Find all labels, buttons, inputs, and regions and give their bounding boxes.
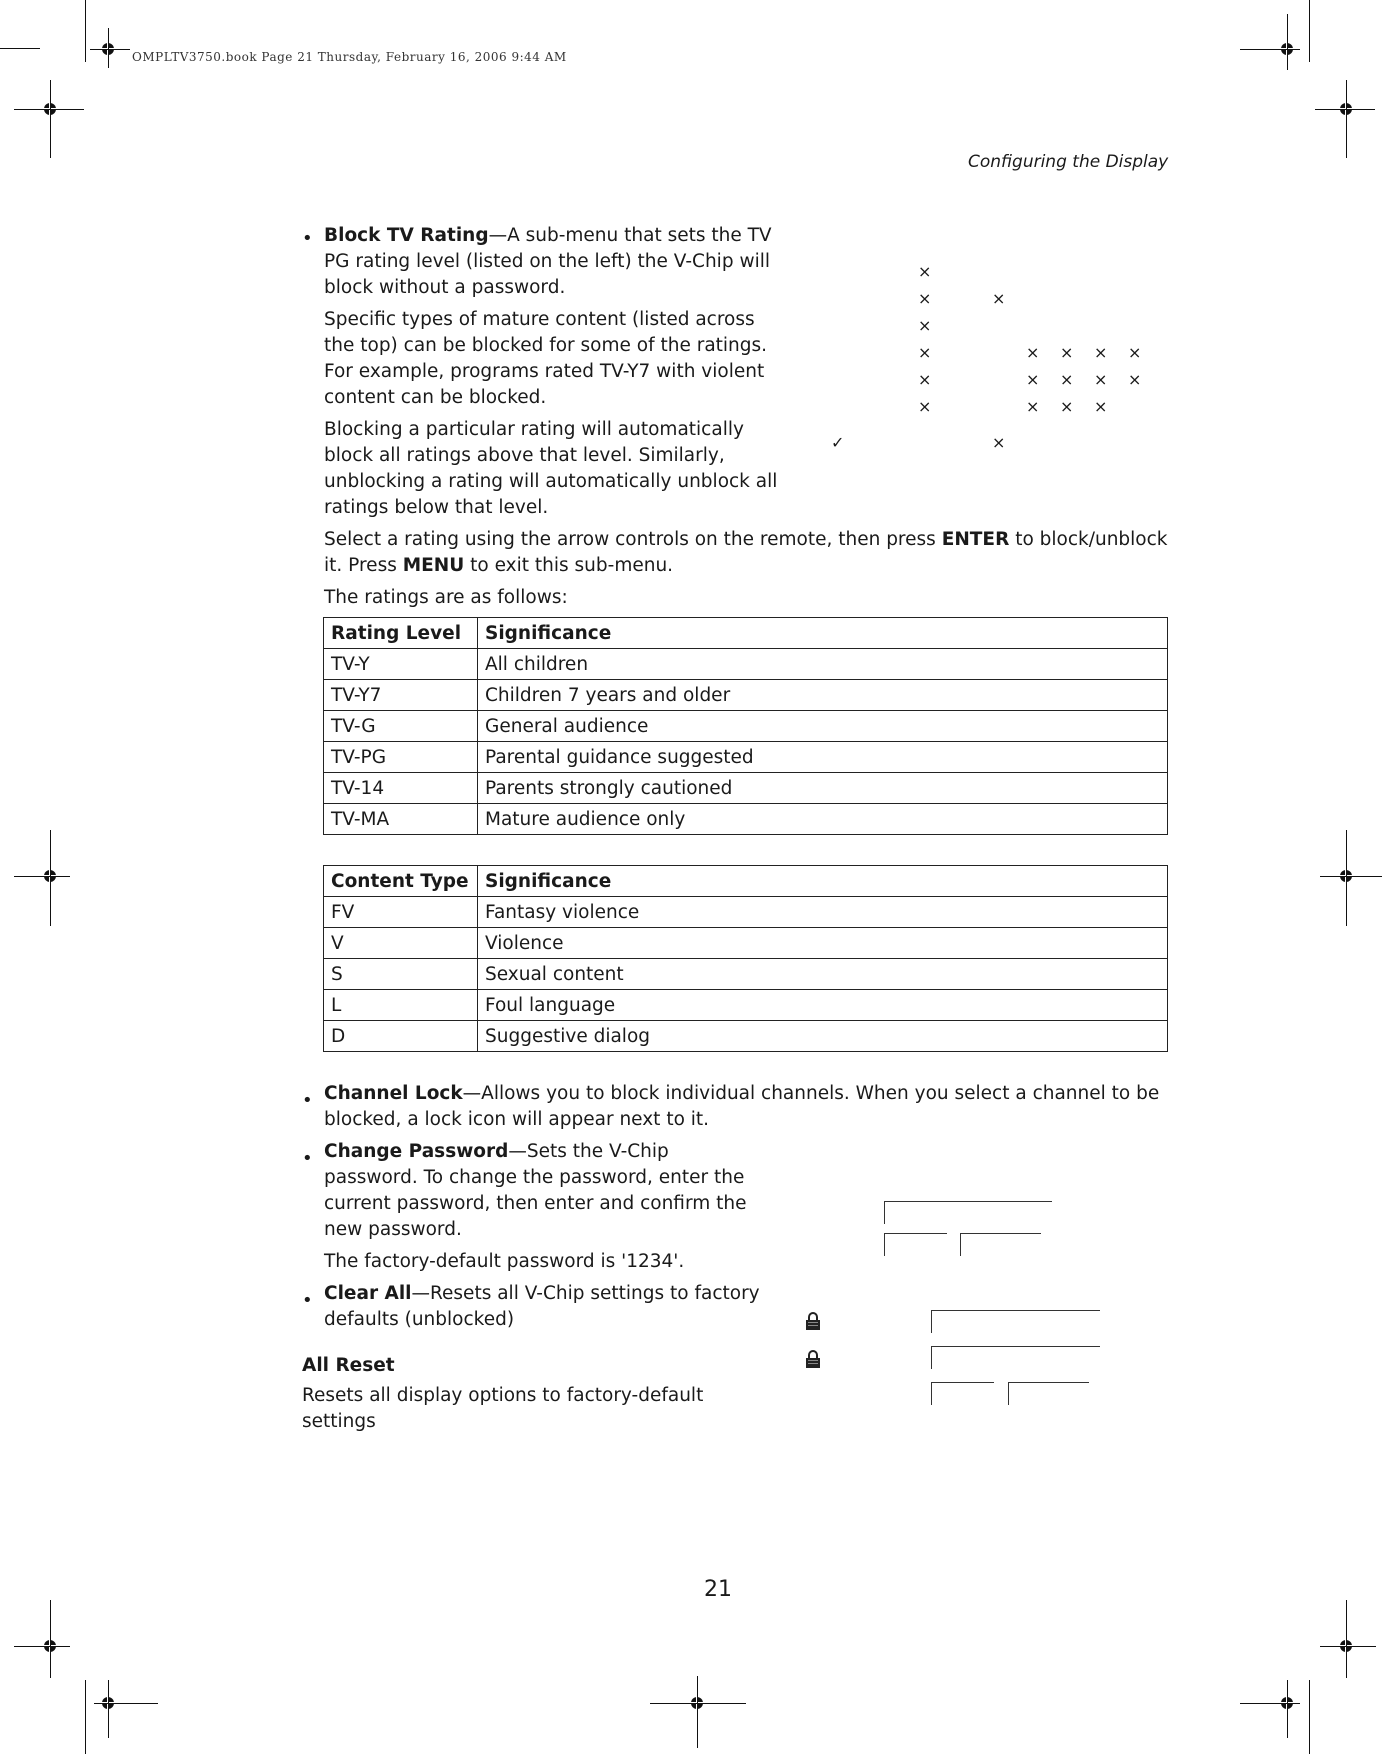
rating-level-cell: TV-PG [324,742,478,773]
clear-all-text: —Resets all V-Chip settings to factory defaults (unblocked) [324,1283,760,1330]
password-field-outline [884,1233,947,1256]
rating-level-cell: TV-Y7 [324,680,478,711]
password-field-outline [960,1233,1041,1256]
bullet-icon: • [302,1090,313,1111]
table-row [324,742,1168,773]
lock-icon [805,1312,821,1330]
table-row [324,928,1168,959]
print-slug-line: OMPLTV3750.book Page 21 Thursday, February 16, 2006 9:44 AM [132,50,567,64]
blocked-mark: × [1094,343,1108,362]
channel-lock-text: —Allows you to block individual channels. When you select a channel to be blocked, a lock icon will appear next to it. [324,1083,1160,1130]
clear-all-term: Clear All [324,1283,412,1304]
blocked-mark: × [1094,370,1108,389]
blocked-mark: × [1060,370,1074,389]
lock-icon [805,1350,821,1368]
change-password-term: Change Password [324,1141,509,1162]
password-field-outline [931,1382,994,1405]
blocked-mark: × [1026,343,1040,362]
instructions-text-2: to block/unblock it. Press [324,529,1168,576]
blocked-mark: × [1128,343,1142,362]
check-mark-icon: ✓ [831,433,845,452]
rating-level-cell: TV-14 [324,773,478,804]
instructions-text-1: Select a rating using the arrow controls on the remote, then press [324,529,942,550]
blocked-mark: × [918,397,932,416]
table-row [324,1021,1168,1052]
channel-lock-term: Channel Lock [324,1083,463,1104]
blocked-mark: × [918,262,932,281]
password-field-outline [884,1201,1052,1224]
column-header: Significance [478,866,1168,897]
blocked-mark: × [1026,370,1040,389]
all-reset-heading: All Reset [302,1355,395,1376]
block-tv-rating-instructions [324,527,1174,579]
block-tv-rating-intro-text: —A sub-menu that sets the TV PG rating level (listed on the left) the V-Chip will block without a password. [324,225,772,298]
blocked-mark: × [918,289,932,308]
blocked-mark: × [1094,397,1108,416]
table-header-row [324,866,1168,897]
blocked-mark: × [918,370,932,389]
enter-key-label: ENTER [941,529,1010,550]
all-reset-description: Resets all display options to factory-default settings [302,1385,704,1432]
table-row [324,804,1168,835]
significance-cell: Fantasy violence [478,897,1168,928]
table-row [324,773,1168,804]
significance-cell: General audience [478,711,1168,742]
significance-cell: Parental guidance suggested [478,742,1168,773]
significance-cell: Mature audience only [478,804,1168,835]
menu-key-label: MENU [402,555,465,576]
ratings-intro: The ratings are as follows: [324,587,568,608]
rating-level-table [323,617,1168,835]
column-header: Content Type [324,866,478,897]
password-field-outline [1008,1382,1089,1405]
table-row [324,649,1168,680]
table-row [324,711,1168,742]
significance-cell: Suggestive dialog [478,1021,1168,1052]
block-tv-rating-intro [324,223,784,301]
change-password-description [324,1139,764,1243]
table-row [324,897,1168,928]
blocked-mark: × [1060,397,1074,416]
content-type-cell: D [324,1021,478,1052]
block-tv-rating-para2: Specific types of mature content (listed across the top) can be blocked for some of the ratings. For example, programs rated TV-Y7 with violent content can be blocked. [324,309,768,408]
significance-cell: Sexual content [478,959,1168,990]
significance-cell: Foul language [478,990,1168,1021]
blocked-mark: × [1128,370,1142,389]
password-field-outline [931,1310,1100,1333]
table-row [324,959,1168,990]
table-header-row [324,618,1168,649]
table-row [324,990,1168,1021]
clear-all-description [324,1281,764,1333]
bullet-icon: • [302,1290,313,1311]
page-number: 21 [704,1577,732,1602]
rating-level-cell: TV-Y [324,649,478,680]
content-type-cell: V [324,928,478,959]
channel-lock-description [324,1081,1174,1133]
significance-cell: Violence [478,928,1168,959]
content-type-cell: L [324,990,478,1021]
content-type-cell: FV [324,897,478,928]
blocked-mark: × [1060,343,1074,362]
table-row [324,680,1168,711]
block-tv-rating-para3: Blocking a particular rating will automatically block all ratings above that level. Similarly, unblocking a rating will automatically unblock all ratings below that level. [324,419,778,518]
blocked-mark: × [918,343,932,362]
block-tv-rating-term: Block TV Rating [324,225,489,246]
bullet-icon: • [302,228,313,249]
change-password-text: —Sets the V-Chip password. To change the password, enter the current password, then enter and confirm the new password. [324,1141,747,1240]
rating-level-cell: TV-G [324,711,478,742]
content-type-cell: S [324,959,478,990]
blocked-mark: × [918,316,932,335]
bullet-icon: • [302,1148,313,1169]
password-field-outline [931,1346,1100,1369]
content-type-table [323,865,1168,1052]
running-header: Configuring the Display [968,152,1169,172]
blocked-mark: × [1026,397,1040,416]
blocked-mark: × [992,289,1006,308]
instructions-text-3: to exit this sub-menu. [464,555,674,576]
column-header: Rating Level [324,618,478,649]
rating-level-cell: TV-MA [324,804,478,835]
column-header: Significance [478,618,1168,649]
significance-cell: All children [478,649,1168,680]
blocked-mark: × [992,433,1006,452]
significance-cell: Children 7 years and older [478,680,1168,711]
default-password-note: The factory-default password is '1234'. [324,1251,685,1272]
significance-cell: Parents strongly cautioned [478,773,1168,804]
